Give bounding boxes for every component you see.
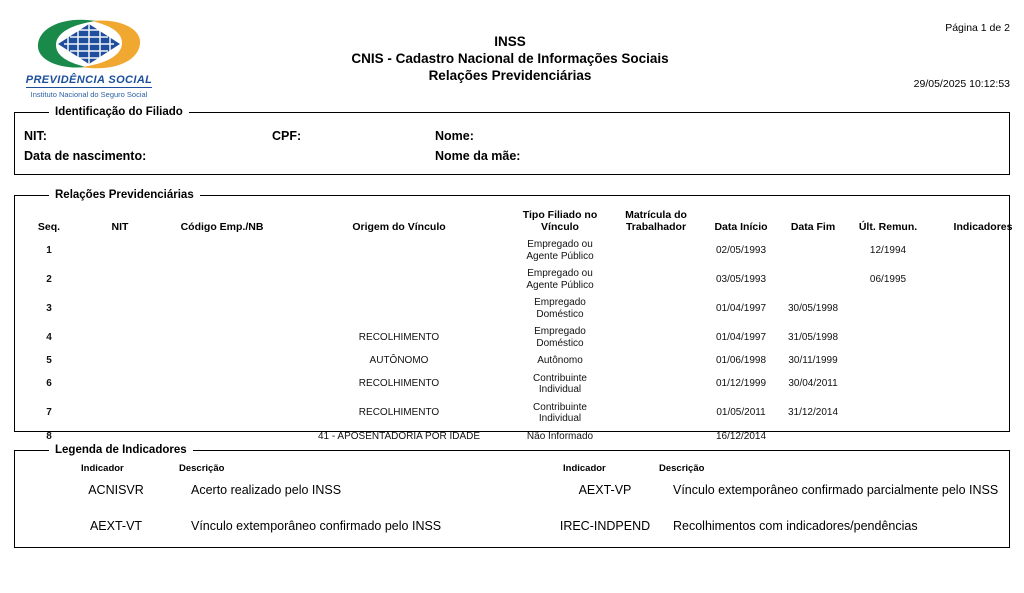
cell-ult-remun [848,370,928,399]
cell-tipo-filiado: Contribuinte Individual [533,401,587,424]
cell-matricula [608,265,704,294]
cpf-label: CPF: [272,129,302,143]
cell-indicadores [928,370,1024,399]
cell-ult-remun [848,352,928,370]
cell-origem [286,265,512,294]
relacoes-table-body [16,236,1024,445]
identificacao-section-legend: Identificação do Filiado [49,105,189,119]
cell-indicadores [928,352,1024,370]
cell-seq: 5 [46,355,52,366]
cell-origem: RECOLHIMENTO [358,331,440,343]
legenda-item-code: ACNISVR [88,483,144,497]
cell-tipo-filiado: Não Informado [526,430,594,442]
table-row [16,399,1024,428]
cell-nit [82,236,158,265]
previdencia-social-brasao-icon [34,18,144,70]
relacoes-section-legend: Relações Previdenciárias [49,188,200,202]
nome-mae-value [520,149,524,163]
nome-value [474,129,478,143]
cell-data-inicio: 01/04/1997 [715,331,767,343]
data-nascimento-label: Data de nascimento: [24,149,147,163]
cell-origem: AUTÔNOMO [369,355,429,366]
cell-data-inicio: 01/12/1999 [715,378,767,390]
legenda-item-code: AEXT-VT [89,519,143,533]
cell-ult-remun [848,428,928,446]
cell-codigo-emp [158,265,286,294]
logo-subtitle: Instituto Nacional do Seguro Social [30,90,148,99]
legenda-item-code: IREC-INDPEND [559,519,651,533]
cell-matricula [608,352,704,370]
nome-mae-label: Nome da mãe: [435,149,521,163]
table-row [16,265,1024,294]
cell-seq: 6 [46,378,52,390]
col-header-indicadores: Indicadores [953,220,1013,233]
cell-origem: RECOLHIMENTO [358,378,440,390]
cell-tipo-filiado: Empregado ou Agente Público [526,268,594,291]
cell-nit [82,265,158,294]
cell-codigo-emp [158,294,286,323]
cell-indicadores [928,236,1024,265]
cell-origem: 41 - APOSENTADORIA POR IDADE [317,430,481,442]
legenda-indicadores-section [14,444,1010,548]
document-header [0,0,1024,105]
cell-seq: 7 [46,407,52,419]
cell-nit [82,294,158,323]
cell-data-inicio: 03/05/1993 [715,273,767,285]
legenda-item-desc: Vínculo extemporâneo confirmado parcialmente pelo INSS [673,483,999,497]
legenda-right-indicador-header: Indicador [563,463,606,474]
identificacao-row-2 [15,147,1009,165]
col-header-origem: Origem do Vínculo [352,220,446,233]
cell-ult-remun: 12/1994 [869,244,907,256]
cell-data-fim: 31/12/2014 [787,407,839,419]
cell-ult-remun [848,399,928,428]
title-line-relacoes: Relações Previdenciárias [428,68,592,83]
cell-matricula [608,428,704,446]
col-header-matricula: Matrícula do Trabalhador [625,209,687,233]
col-header-codigo-emp: Código Emp./NB [180,220,264,233]
table-row [16,352,1024,370]
cell-matricula [608,294,704,323]
cell-data-fim [778,236,848,265]
cell-codigo-emp [158,323,286,352]
cell-seq: 8 [46,430,52,442]
cell-data-fim: 31/05/1998 [787,331,839,343]
legenda-section-legend: Legenda de Indicadores [49,443,193,457]
cell-data-inicio: 02/05/1993 [715,244,767,256]
cell-tipo-filiado: Contribuinte Individual [533,372,587,395]
nit-value [47,129,51,143]
cell-data-fim [778,265,848,294]
nome-field [435,127,478,145]
cell-data-fim [778,428,848,446]
generation-timestamp: 29/05/2025 10:12:53 [913,78,1010,90]
data-nascimento-value [146,149,150,163]
cell-indicadores [928,323,1024,352]
cell-tipo-filiado: Autônomo [537,355,583,366]
nit-label: NIT: [24,129,47,143]
cell-data-inicio: 16/12/2014 [715,430,767,442]
cell-indicadores [928,265,1024,294]
cell-data-fim: 30/05/1998 [787,302,839,314]
cell-matricula [608,370,704,399]
cell-tipo-filiado: Empregado Doméstico [534,297,586,320]
relacoes-table-head [16,210,1024,236]
title-line-inss: INSS [494,34,526,49]
data-nascimento-field [24,147,150,165]
table-row [16,294,1024,323]
cell-nit [82,352,158,370]
relacoes-previdenciarias-section [14,189,1013,442]
legenda-left-indicador-header: Indicador [81,463,124,474]
cell-data-fim: 30/11/1999 [788,355,838,366]
cell-origem [286,294,512,323]
cell-ult-remun [848,323,928,352]
cell-seq: 4 [46,331,52,343]
cell-tipo-filiado: Empregado ou Agente Público [526,239,594,262]
cell-seq: 2 [46,273,52,285]
cell-matricula [608,323,704,352]
cpf-field [272,127,305,145]
col-header-ult-remun: Últ. Remun. [858,220,918,233]
legenda-item-code: AEXT-VP [578,483,632,497]
col-header-nit: NIT [111,220,129,233]
col-header-data-inicio: Data Início [714,220,768,233]
legenda-left-descricao-header: Descrição [179,463,225,474]
cell-nit [82,399,158,428]
cell-data-inicio: 01/04/1997 [715,302,767,314]
document-title [250,33,770,84]
nome-mae-field [435,147,524,165]
cell-tipo-filiado: Empregado Doméstico [534,326,586,349]
col-header-tipo-filiado: Tipo Filiado no Vínculo [522,209,598,233]
previdencia-social-logo [14,18,164,99]
table-row [16,323,1024,352]
identificacao-filiado-section [14,106,1010,175]
nome-label: Nome: [435,129,474,143]
cell-codigo-emp [158,399,286,428]
cell-indicadores [928,399,1024,428]
cell-origem [286,236,512,265]
logo-title: PREVIDÊNCIA SOCIAL [25,74,153,86]
col-header-data-fim: Data Fim [790,220,836,233]
relacoes-header-row [16,210,1024,236]
cell-indicadores [928,294,1024,323]
nit-field [24,127,51,145]
legenda-item-desc: Acerto realizado pelo INSS [191,483,342,497]
legenda-item-desc: Vínculo extemporâneo confirmado pelo INSS [191,519,442,533]
table-row [16,370,1024,399]
col-header-seq: Seq. [37,220,61,233]
legenda-item-desc: Recolhimentos com indicadores/pendências [673,519,918,533]
cell-matricula [608,236,704,265]
cell-ult-remun [848,294,928,323]
cell-origem: RECOLHIMENTO [358,407,440,419]
cell-codigo-emp [158,370,286,399]
cpf-value [301,129,305,143]
cell-data-fim: 30/04/2011 [788,378,838,390]
table-row [16,236,1024,265]
title-line-cnis: CNIS - Cadastro Nacional de Informações Sociais [351,51,669,66]
page-meta [810,22,1010,91]
cell-data-inicio: 01/06/1998 [715,355,767,366]
cell-ult-remun: 06/1995 [869,273,907,285]
page-number-label: Página 1 de 2 [945,22,1010,34]
cell-seq: 1 [46,244,52,256]
cell-seq: 3 [46,302,52,314]
cell-codigo-emp [158,236,286,265]
cell-indicadores [928,428,1024,446]
identificacao-row-1 [15,127,1009,145]
legenda-right-descricao-header: Descrição [659,463,705,474]
cell-data-inicio: 01/05/2011 [716,407,766,419]
cell-nit [82,370,158,399]
relacoes-table [16,210,1024,445]
cell-codigo-emp [158,352,286,370]
cell-matricula [608,399,704,428]
cell-nit [82,323,158,352]
